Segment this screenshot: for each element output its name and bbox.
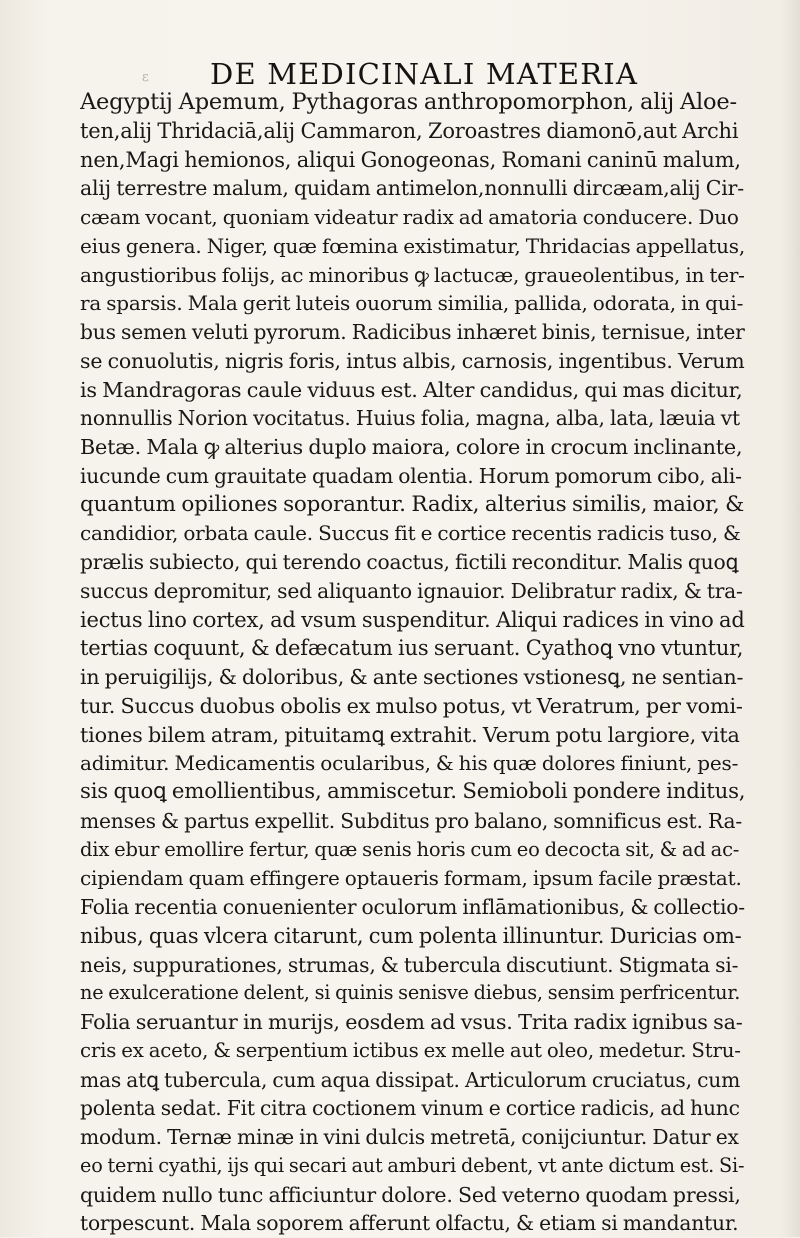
text-line: torpescunt. Mala soporem afferunt olfactu, & etiam si mandantur.: [80, 1211, 739, 1236]
text-line: alij terrestre malum, quidam antimelon,nonnulli dircæam,alij Cir-: [80, 176, 744, 201]
text-line: mas atꝗ tubercula, cum aqua dissipat. Articulorum cruciatus, cum: [80, 1067, 741, 1092]
text-line: prælis subiecto, qui terendo coactus, fictili reconditur. Malis quoꝗ: [80, 550, 739, 574]
text-line: se conuolutis, nigris foris, intus albis, carnosis, ingentibus. Verum: [80, 348, 745, 373]
text-line: ra sparsis. Mala gerit luteis ouorum similia, pallida, odorata, in qui-: [80, 291, 744, 316]
text-line: ten,alij Thridaciā,alij Cammaron, Zoroastres diamonō,aut Archi: [80, 118, 739, 143]
text-line: Folia seruantur in murijs, eosdem ad vsus. Trita radix ignibus sa-: [80, 1010, 743, 1034]
text-line: dix ebur emollire fertur, quæ senis horis cum eo decocta sit, & ad ac-: [80, 837, 740, 861]
text-line: eo terni cyathi, ijs qui secari aut amburi debent, vt ante dictum est. Si-: [80, 1153, 745, 1177]
text-line: tur. Succus duobus obolis ex mulso potus, vt Veratrum, per vomi-: [80, 693, 743, 718]
text-line: cipiendam quam effingere optaueris formam, ipsum facile præstat.: [80, 866, 742, 891]
text-line: menses & partus expellit. Subditus pro balano, somnificus est. Ra-: [80, 808, 742, 833]
text-line: tiones bilem atram, pituitamꝗ extrahit. Verum potu largiore, vita: [80, 722, 740, 747]
text-line: nen,Magi hemionos, aliqui Gonogeonas, Romani caninū malum,: [80, 147, 741, 172]
text-line: quantum opiliones soporantur. Radix, alterius similis, maior, &: [80, 491, 745, 517]
text-line: nonnullis Norion vocitatus. Huius folia, magna, alba, lata, læuia vt: [80, 406, 740, 431]
page-corner-mark: ε: [142, 70, 150, 85]
text-line: sis quoꝗ emollientibus, ammiscetur. Semioboli pondere inditus,: [80, 779, 745, 804]
text-line: adimitur. Medicamentis ocularibus, & his quæ dolores finiunt, pes-: [80, 751, 739, 776]
text-line: cæam vocant, quoniam videatur radix ad amatoria conducere. Duo: [80, 205, 739, 229]
text-line: nibus, quas vlcera citarunt, cum polenta illinuntur. Duricias om-: [80, 923, 742, 948]
text-line: quidem nullo tunc afficiuntur dolore. Sed veterno quodam pressi,: [80, 1182, 741, 1207]
text-line: ne exulceratione delent, si quinis senisve diebus, sensim perfricentur.: [80, 981, 741, 1005]
text-line: eius genera. Niger, quæ fœmina existimatur, Thridacias appellatus,: [80, 233, 745, 258]
text-line: Folia recentia conuenienter oculorum inflāmationibus, & collectio-: [80, 895, 745, 919]
page-edge-shadow: [782, 0, 800, 1237]
text-line: neis, suppurationes, strumas, & tubercula discutiunt. Stigmata si-: [80, 952, 739, 977]
text-line: candidior, orbata caule. Succus fit e cortice recentis radicis tuso, &: [80, 521, 741, 546]
text-line: is Mandragoras caule viduus est. Alter candidus, qui mas dicitur,: [80, 377, 743, 402]
text-line: Aegyptij Apemum, Pythagoras anthropomorphon, alij Aloe-: [80, 89, 737, 115]
text-line: Betæ. Mala ꝙ alterius duplo maiora, colore in crocum inclinante,: [80, 435, 743, 459]
text-line: polenta sedat. Fit citra coctionem vinum e cortice radicis, ad hunc: [80, 1096, 740, 1121]
text-line: in peruigilijs, & doloribus, & ante sectiones vstionesꝗ, ne sentian-: [80, 665, 744, 689]
text-line: iectus lino cortex, ad vsum suspenditur. Aliqui radices in vino ad: [80, 607, 745, 632]
running-head: DE MEDICINALI MATERIA: [210, 57, 639, 91]
text-line: tertias coquunt, & defæcatum ius seruant. Cyathoꝗ vno vtuntur,: [80, 636, 744, 661]
text-line: iucunde cum grauitate quadam olentia. Horum pomorum cibo, ali-: [80, 463, 742, 488]
text-line: angustioribus folijs, ac minoribus ꝙ lactucæ, graueolentibus, in ter-: [80, 262, 745, 287]
text-line: cris ex aceto, & serpentium ictibus ex melle aut oleo, medetur. Stru-: [80, 1038, 741, 1062]
body-text: [80, 88, 745, 1238]
text-line: bus semen veluti pyrorum. Radicibus inhæret binis, ternisue, inter: [80, 320, 745, 344]
text-line: modum. Ternæ minæ in vini dulcis metretā, conijciuntur. Datur ex: [80, 1125, 739, 1149]
text-line: succus depromitur, sed aliquanto ignauior. Delibratur radix, & tra-: [80, 578, 743, 603]
